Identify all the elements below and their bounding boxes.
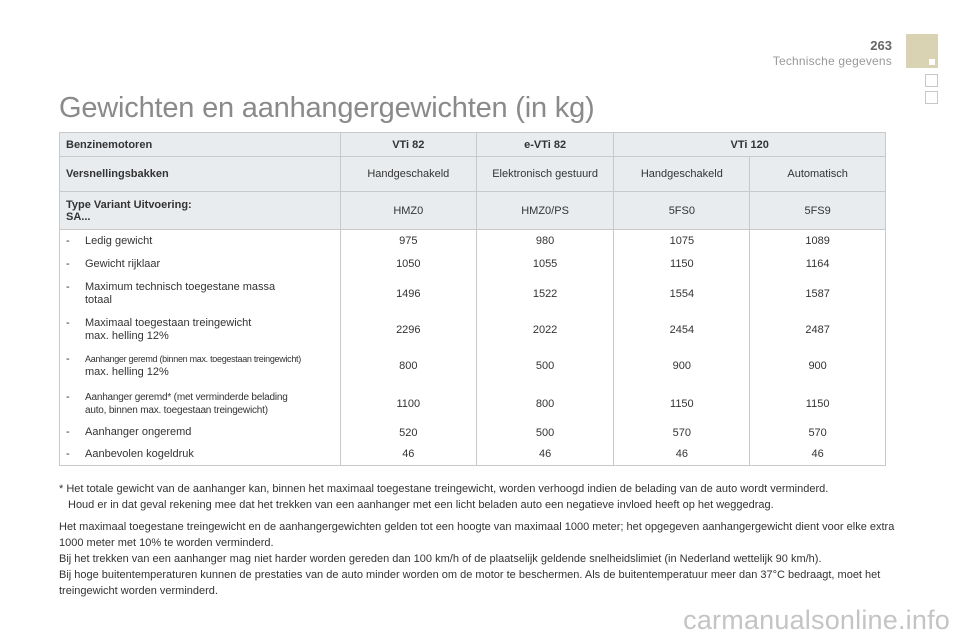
row-label: - Aanhanger ongeremd [60,422,341,444]
row-label-text: Aanhanger geremd* (met verminderde belading auto, binnen max. toegestaan treingewicht) [85,391,288,416]
cell-value: 2454 [614,313,750,347]
gearbox-header-row [60,157,886,192]
weights-table [59,132,886,466]
row-label-text: Ledig gewicht [85,234,153,247]
cell-value: 2296 [340,313,476,347]
cell-value: 1554 [614,276,750,313]
table-row [60,230,886,253]
notes [59,519,899,599]
engine-header: VTi 120 [614,133,886,157]
cell-value: 520 [340,422,476,444]
page-number: 263 [870,38,892,53]
engines-label: Benzinemotoren [60,133,341,157]
note-paragraph: Het maximaal toegestane treingewicht en de aanhangergewichten gelden tot een hoogte van maximaal 1000 meter; het opgegeven aanhangergewicht dient voor elke extra 1000 meter met 10% te worden verminderd. [59,521,895,549]
cell-value: 1496 [340,276,476,313]
cell-value: 1522 [476,276,614,313]
cell-value: 1150 [614,386,750,422]
row-label-text: Aanhanger geremd (binnen max. toegestaan treingewicht) max. helling 12% [85,354,301,378]
type-header: HMZ0 [340,192,476,230]
cell-value: 2487 [750,313,886,347]
footnote [59,481,899,513]
row-label: - Maximum technisch toegestane massa totaal [60,276,341,313]
cell-value: 46 [476,444,614,466]
row-label: - Aanhanger geremd (binnen max. toegestaan treingewicht) max. helling 12% [60,347,341,386]
type-header: 5FS9 [750,192,886,230]
cell-value: 975 [340,230,476,253]
cell-value: 980 [476,230,614,253]
row-label-text: Aanbevolen kogeldruk [85,447,194,460]
table-row [60,276,886,313]
row-label: - Maximaal toegestaan treingewicht max. helling 12% [60,313,341,347]
gearbox-header: Handgeschakeld [614,157,750,192]
engine-header: e-VTi 82 [476,133,614,157]
row-label-text: Aanhanger ongeremd [85,426,192,438]
tab-dot-icon [929,59,935,65]
footnote-line: * Het totale gewicht van de aanhanger kan, binnen het maximaal toegestane treingewicht, worden verhoogd indien de belading van de auto wordt verminderd. [59,483,829,495]
type-header: 5FS0 [614,192,750,230]
cell-value: 570 [750,422,886,444]
table-row [60,253,886,276]
type-header-row [60,192,886,230]
cell-value: 900 [750,347,886,386]
cell-value: 1164 [750,253,886,276]
row-label-text: Maximum technisch toegestane massa totaal [85,281,276,306]
cell-value: 500 [476,422,614,444]
cell-value: 2022 [476,313,614,347]
type-label [60,192,341,230]
cell-value: 46 [340,444,476,466]
cell-value: 1150 [750,386,886,422]
cell-value: 900 [614,347,750,386]
row-label-text: Maximaal toegestaan treingewicht max. helling 12% [85,316,252,342]
row-label: - Ledig gewicht [60,230,341,253]
note-paragraph: Bij het trekken van een aanhanger mag niet harder worden gereden dan 100 km/h of de plaatselijk geldende snelheidslimiet (in Nederland wettelijk 90 km/h). [59,553,822,565]
row-label: - Aanbevolen kogeldruk [60,444,341,466]
cell-value: 1089 [750,230,886,253]
page-title: Gewichten en aanhangergewichten (in kg) [59,92,595,124]
type-header: HMZ0/PS [476,192,614,230]
footnote-line: Houd er in dat geval rekening mee dat het trekken van een aanhanger met een licht beladen auto een negatieve invloed heeft op het weggedrag. [68,499,774,511]
engine-header: VTi 82 [340,133,476,157]
cell-value: 1050 [340,253,476,276]
table-row [60,422,886,444]
cell-value: 500 [476,347,614,386]
type-label-line: Type Variant Uitvoering: [66,198,192,211]
type-label-line: SA... [66,210,91,223]
engine-header-row [60,133,886,157]
section-tab-active[interactable] [906,34,938,68]
row-label: - Gewicht rijklaar [60,253,341,276]
section-label: Technische gegevens [772,54,892,68]
cell-value: 1075 [614,230,750,253]
section-tab-2[interactable] [925,74,938,87]
watermark: carmanualsonline.info [683,605,950,635]
row-label-text: Gewicht rijklaar [85,257,161,270]
cell-value: 800 [340,347,476,386]
gearbox-header: Handgeschakeld [340,157,476,192]
table-row [60,444,886,466]
cell-value: 1055 [476,253,614,276]
cell-value: 46 [614,444,750,466]
table-row [60,313,886,347]
table-row [60,386,886,422]
row-label: - Aanhanger geremd* (met verminderde belading auto, binnen max. toegestaan treingewicht) [60,386,341,422]
cell-value: 570 [614,422,750,444]
cell-value: 800 [476,386,614,422]
cell-value: 1150 [614,253,750,276]
gearbox-header: Elektronisch gestuurd [476,157,614,192]
table-row [60,347,886,386]
gearbox-header: Automatisch [750,157,886,192]
cell-value: 1587 [750,276,886,313]
gearbox-label: Versnellingsbakken [60,157,341,192]
cell-value: 1100 [340,386,476,422]
section-tab-3[interactable] [925,91,938,104]
note-paragraph: Bij hoge buitentemperaturen kunnen de prestaties van de auto minder worden om de motor te beschermen. Als de buitentemperatuur meer dan 37°C bedraagt, moet het treingewicht worden verminderd. [59,569,881,597]
cell-value: 46 [750,444,886,466]
